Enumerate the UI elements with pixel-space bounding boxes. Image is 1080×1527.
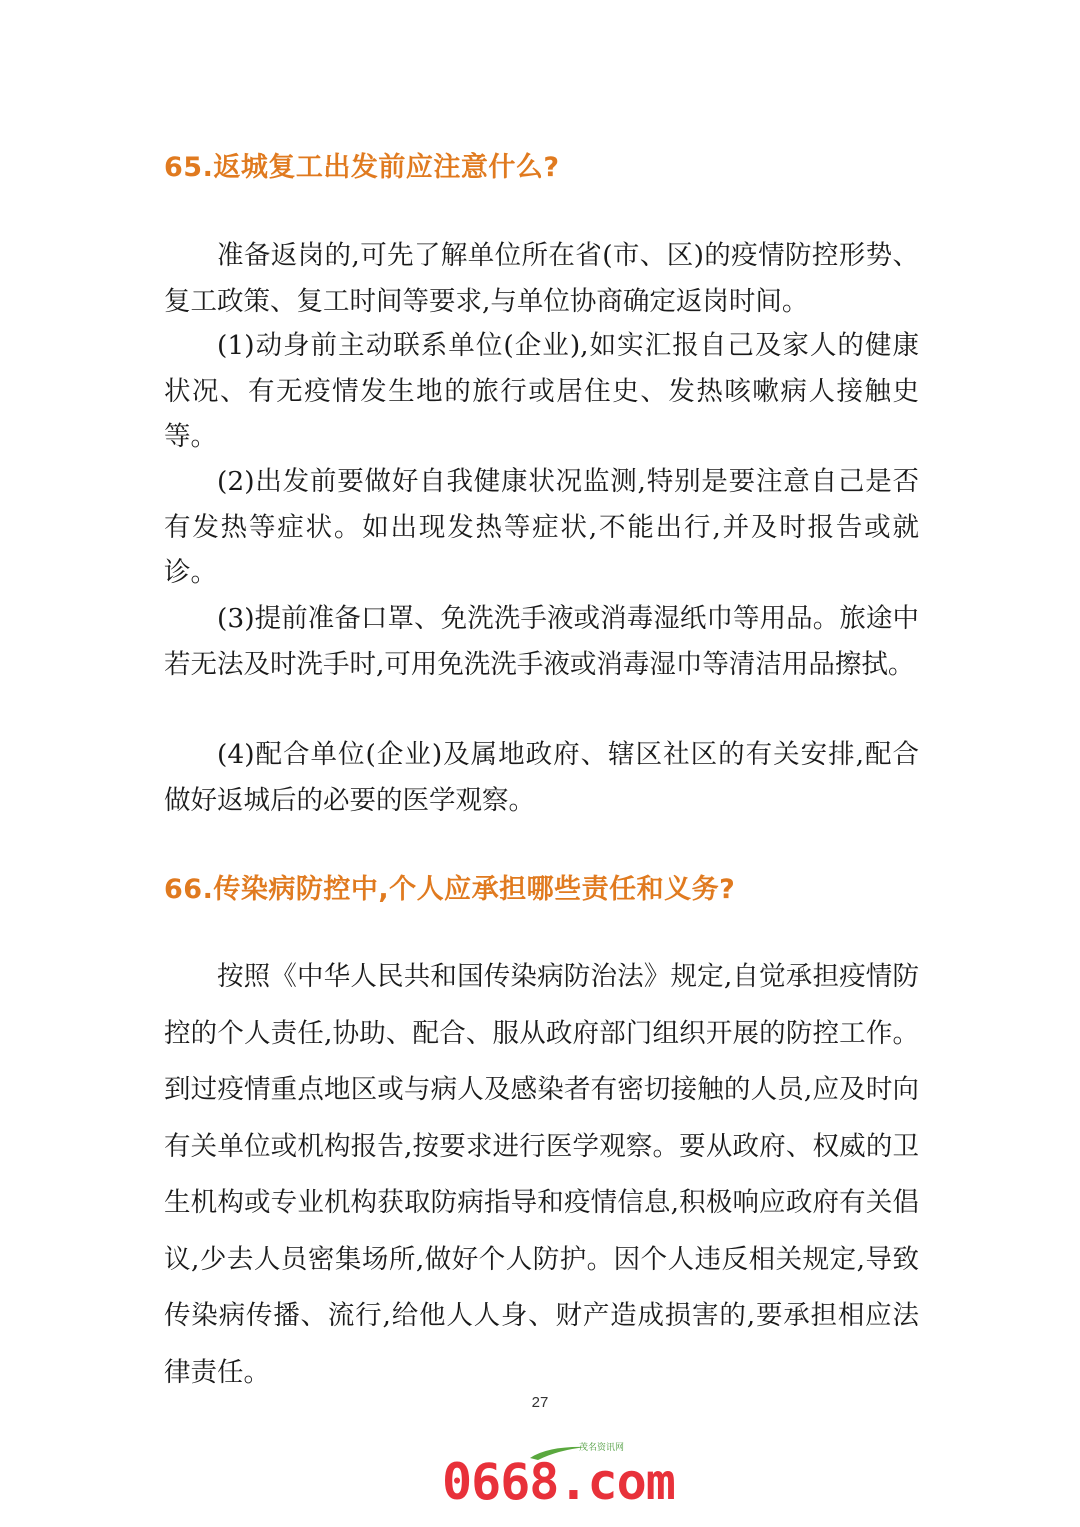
watermark-site-name: 茂名资讯网 — [579, 1443, 625, 1453]
section-66-body-paragraph: 按照《中华人民共和国传染病防治法》规定,自觉承担疫情防控的个人责任,协助、配合、服从政府部门组织开展的防控工作。到过疫情重点地区或与病人及感染者有密切接触的人员,应及时向有关单位或机构报告,按要求进行医学观察。要从政府、权威的卫生机构或专业机构获取防病指导和疫情信息,积极响应政府有关倡议,少去人员密集场所,做好个人防护。因个人违反相关规定,导致传染病传播、流行,给他人人身、财产造成损害的,要承担相应法律责任。 — [164, 961, 919, 1388]
section-65-intro-paragraph: 准备返岗的,可先了解单位所在省(市、区)的疫情防控形势、复工政策、复工时间等要求,与单位协商确定返岗时间。 — [164, 240, 919, 317]
section-65-heading: 65.返城复工出发前应注意什么? — [164, 152, 560, 183]
section-66-heading: 66.传染病防控中,个人应承担哪些责任和义务? — [164, 874, 736, 905]
watermark-logo-text: 0668.com — [442, 1453, 675, 1511]
section-65-item-2: (2)出发前要做好自我健康状况监测,特别是要注意自己是否有发热等症状。如出现发热等症状,不能出行,并及时报告或就诊。 — [164, 466, 919, 588]
site-watermark-logo — [442, 1438, 675, 1518]
section-65-item-3: (3)提前准备口罩、免洗洗手液或消毒湿纸巾等用品。旅途中若无法及时洗手时,可用免洗洗手液或消毒湿巾等清洁用品擦拭。 — [164, 603, 919, 680]
section-65-item-4: (4)配合单位(企业)及属地政府、辖区社区的有关安排,配合做好返城后的必要的医学观察。 — [164, 739, 919, 816]
page-number: 27 — [531, 1394, 549, 1411]
section-65-item-1: (1)动身前主动联系单位(企业),如实汇报自己及家人的健康状况、有无疫情发生地的旅行或居住史、发热咳嗽病人接触史等。 — [164, 330, 919, 452]
